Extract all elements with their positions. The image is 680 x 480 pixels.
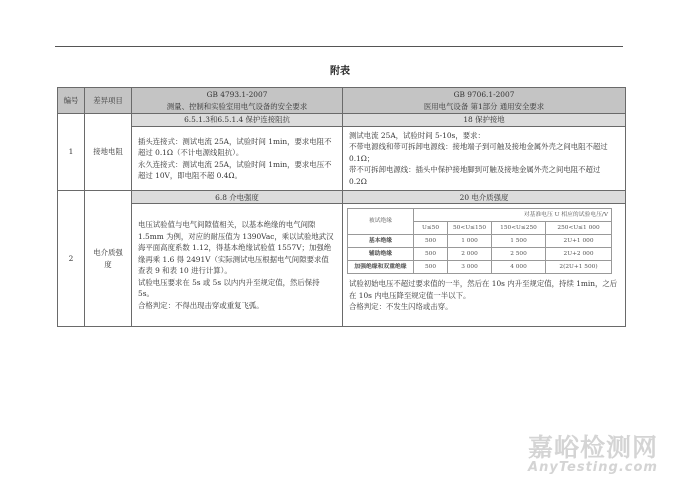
- table-row: [58, 114, 626, 127]
- voltage-table-corner: 被试绝缘: [348, 209, 414, 235]
- voltage-cell: 2(2U+1 500): [546, 261, 612, 274]
- text-line: 试验初始电压不超过要求值的一半，然后在 10s 内升至规定值，持续 1min，之后在 10s 内电压降至规定值一半以下。: [349, 279, 618, 300]
- voltage-cell: 500: [414, 235, 448, 248]
- std-a-requirements: [132, 127, 343, 191]
- voltage-cell: 500: [414, 248, 448, 261]
- row-item: 接地电阻: [85, 114, 132, 191]
- top-rule: [55, 46, 623, 47]
- voltage-cell: 2 000: [448, 248, 492, 261]
- voltage-row: [348, 261, 612, 274]
- header-row: [58, 88, 626, 114]
- std-a-code: GB 4793.1-2007: [206, 90, 268, 100]
- voltage-row-label: 基本绝缘: [348, 235, 414, 248]
- header-item: 差异项目: [85, 88, 132, 114]
- voltage-row-label: 加强绝缘和双重绝缘: [348, 261, 414, 274]
- std-b-clause: 20 电介质强度: [343, 191, 626, 204]
- voltage-cell: 2U+1 000: [546, 235, 612, 248]
- text-line: 合格判定：不得出现击穿或重复飞弧。: [138, 300, 264, 310]
- std-b-requirements: [343, 127, 626, 191]
- watermark-cn: 嘉峪检测网: [527, 433, 658, 462]
- std-b-code: GB 9706.1-2007: [453, 90, 515, 100]
- text-line: 永久连接式：测试电流 25A，试验时间 1min，要求电压不超过 10V，即电阻不超 0.4Ω。: [138, 159, 332, 181]
- header-std-b: [343, 88, 626, 114]
- voltage-col: 250<U≤1 000: [546, 222, 612, 235]
- std-a-requirements: [132, 204, 343, 327]
- voltage-cell: 2U+2 000: [546, 248, 612, 261]
- text-line: 带不可拆卸电源线：插头中保护接地脚到可触及接地金属外壳之间电阻不超过 0.2Ω: [349, 165, 601, 186]
- watermark-en: AnyTesting.com: [528, 460, 658, 475]
- voltage-row: [348, 235, 612, 248]
- table-row-body: [58, 127, 626, 191]
- watermark: [528, 428, 658, 475]
- text-line: 测试电流 25A，试验时间 5-10s，要求：: [349, 131, 485, 140]
- comparison-table: [57, 87, 626, 327]
- text-line: 试验电压要求在 5s 或 5s 以内内升至规定值，然后保持 5s。: [138, 277, 320, 299]
- voltage-row: [348, 248, 612, 261]
- page-title: 附表: [330, 66, 350, 77]
- table-row: [58, 191, 626, 204]
- std-b-requirements: [343, 204, 626, 327]
- row-no: 1: [58, 114, 85, 191]
- voltage-table-caption: 对基准电压 U 相应的试验电压/V: [414, 209, 612, 222]
- voltage-col: 50<U≤150: [448, 222, 492, 235]
- voltage-table: [347, 208, 612, 274]
- voltage-col: U≤50: [414, 222, 448, 235]
- text-line: 不带电源线和带可拆卸电源线：接地端子到可触及接地金属外壳之间电阻不超过 0.1Ω；: [349, 142, 608, 163]
- voltage-cell: 1 500: [492, 235, 546, 248]
- voltage-cell: 500: [414, 261, 448, 274]
- voltage-cell: 2 500: [492, 248, 546, 261]
- header-no: 编号: [58, 88, 85, 114]
- voltage-cell: 1 000: [448, 235, 492, 248]
- voltage-cell: 4 000: [492, 261, 546, 274]
- header-std-a: [132, 88, 343, 114]
- text-line: 合格判定：不发生闪络或击穿。: [349, 302, 453, 312]
- voltage-row-label: 辅助绝缘: [348, 248, 414, 261]
- std-a-name: 测量、控制和实验室用电气设备的安全要求: [166, 101, 308, 111]
- std-b-clause: 18 保护接地: [343, 114, 626, 127]
- row-no: 2: [58, 191, 85, 327]
- std-b-name: 医用电气设备 第1部分 通用安全要求: [423, 101, 545, 111]
- std-a-clause: 6.5.1.3和6.5.1.4 保护连接阻抗: [132, 114, 343, 127]
- row-item-label: 电介质强度: [93, 248, 123, 269]
- std-a-clause: 6.8 介电强度: [132, 191, 343, 204]
- text-line: 电压试验值与电气间隙值相关，以基本绝缘的电气间隙 1.5mm 为例，对应的耐压值为 1390Vac，乘以试验地武汉海平面高度系数 1.12，得基本绝缘试验值 1557V；加强绝缘再乘 1.6 得 2491V（实际测试电压根据电气间隙要求值查表 9 和表 10 进行计算）。: [138, 220, 334, 276]
- table-row-body: [58, 204, 626, 327]
- voltage-cell: 3 000: [448, 261, 492, 274]
- voltage-col: 150<U≤250: [492, 222, 546, 235]
- text-line: 插头连接式：测试电流 25A，试验时间 1min，要求电阻不超过 0.1Ω（不计电源线阻抗）。: [138, 136, 332, 158]
- row-item: [85, 191, 132, 327]
